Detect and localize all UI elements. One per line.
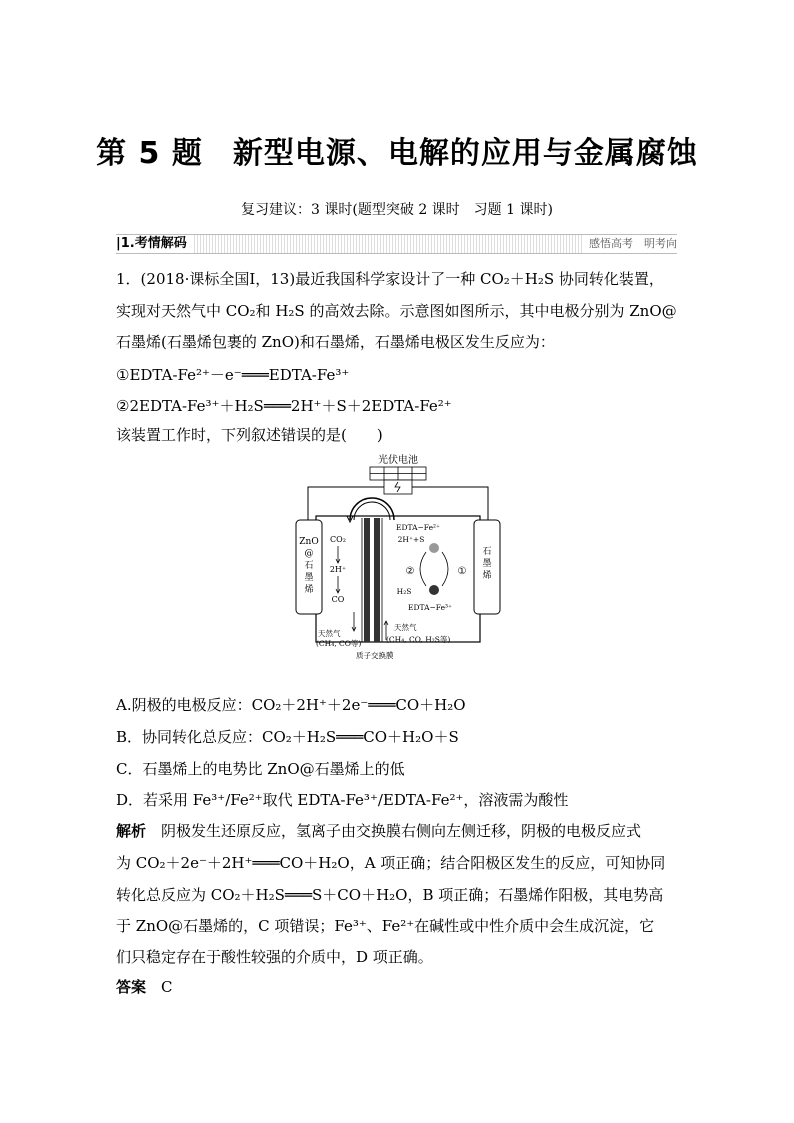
right-gas-composition: (CH₄, CO, H₂S等) <box>386 635 451 644</box>
question-line: 石墨烯(石墨烯包裹的 ZnO)和石墨烯，石墨烯电极区发生反应为： <box>116 333 555 351</box>
analysis-label: 解析 <box>116 822 147 840</box>
h2s-label: H₂S <box>396 587 412 596</box>
question-prompt: 该装置工作时，下列叙述错误的是( ) <box>116 426 383 444</box>
pv-label: 光伏电池 <box>378 455 418 466</box>
option-c: C．石墨烯上的电势比 ZnO@石墨烯上的低 <box>116 760 405 778</box>
section-header <box>116 234 677 254</box>
title-number: 第 5 题 <box>96 136 203 171</box>
analysis-text: 阴极发生还原反应，氢离子由交换膜右侧向左侧迁移，阴极的电极反应式 <box>161 822 642 840</box>
co-label: CO <box>331 595 345 604</box>
question-line: 实现对天然气中 CO₂和 H₂S 的高效去除。示意图如图所示，其中电极分别为 ZnO@ <box>116 302 677 320</box>
left-electrode-label: @ <box>304 549 314 559</box>
left-gas-composition: (CH₄, CO等) <box>316 639 362 648</box>
h-plus-s-label: 2H⁺+S <box>397 535 425 544</box>
title-text: 新型电源、电解的应用与金属腐蚀 <box>232 136 698 171</box>
left-gas-label: 天然气 <box>318 629 341 638</box>
analysis-line <box>116 820 678 842</box>
membrane-label: 质子交换膜 <box>356 651 394 660</box>
left-electrode-label: ZnO <box>299 537 319 547</box>
answer-label: 答案 <box>116 978 147 996</box>
option-d: D．若采用 Fe³⁺/Fe²⁺取代 EDTA-Fe³⁺/EDTA-Fe²⁺，溶液需为酸性 <box>116 791 569 809</box>
edta-fe3-label: EDTA−Fe³⁺ <box>408 603 452 612</box>
section-tagline: 感悟高考 明考向 <box>583 235 677 253</box>
proton-exchange-membrane <box>362 518 382 642</box>
answer-value: C <box>161 978 173 996</box>
reaction-1: ①EDTA-Fe²⁺－e⁻═══EDTA-Fe³⁺ <box>116 366 350 384</box>
right-gas-label: 天然气 <box>394 623 417 632</box>
h-plus-label: 2H⁺ <box>329 565 347 574</box>
fe2-circle-icon <box>429 543 439 553</box>
option-b: B．协同转化总反应：CO₂＋H₂S═══CO＋H₂O＋S <box>116 728 459 746</box>
edta-fe2-label: EDTA−Fe²⁺ <box>396 523 440 532</box>
electrolysis-diagram <box>290 452 506 662</box>
page-title <box>0 128 794 172</box>
solar-panel-icon <box>370 467 426 494</box>
right-electrode-label: 石 <box>482 547 492 557</box>
option-a: A.阴极的电极反应：CO₂＋2H⁺＋2e⁻═══CO＋H₂O <box>116 696 466 714</box>
step-2-label: ② <box>405 566 415 577</box>
section-label: |1.考情解码 <box>116 235 193 253</box>
question-line: 1．(2018·课标全国Ⅰ，13)最近我国科学家设计了一种 CO₂＋H₂S 协同转化装置， <box>116 270 664 288</box>
analysis-line: 于 ZnO@石墨烯的，C 项错误；Fe³⁺、Fe²⁺在碱性或中性介质中会生成沉淀，它 <box>116 917 655 935</box>
fe3-circle-icon <box>429 585 439 595</box>
analysis-line: 为 CO₂＋2e⁻＋2H⁺═══CO＋H₂O，A 项正确；结合阳极区发生的反应，可知协同 <box>116 854 666 872</box>
left-electrode-label: 烯 <box>304 585 314 595</box>
analysis-line: 转化总反应为 CO₂＋H₂S═══S＋CO＋H₂O，B 项正确；石墨烯作阳极，其电势高 <box>116 886 664 904</box>
reaction-1-arrow <box>442 552 448 586</box>
right-electrode-label: 墨 <box>482 559 492 569</box>
study-suggestion: 复习建议：3 课时(题型突破 2 课时 习题 1 课时) <box>241 202 553 218</box>
left-electrode-label: 墨 <box>304 573 314 583</box>
answer-line <box>116 976 678 998</box>
reaction-2: ②2EDTA-Fe³⁺＋H₂S═══2H⁺＋S＋2EDTA-Fe²⁺ <box>116 397 452 415</box>
co2-label: CO₂ <box>330 535 346 544</box>
reaction-2-arrow <box>420 552 426 586</box>
analysis-line: 们只稳定存在于酸性较强的介质中，D 项正确。 <box>116 948 433 966</box>
proton-flow-arc <box>350 498 394 520</box>
left-electrode-label: 石 <box>304 561 314 571</box>
step-1-label: ① <box>457 566 467 577</box>
right-electrode-label: 烯 <box>482 571 492 581</box>
